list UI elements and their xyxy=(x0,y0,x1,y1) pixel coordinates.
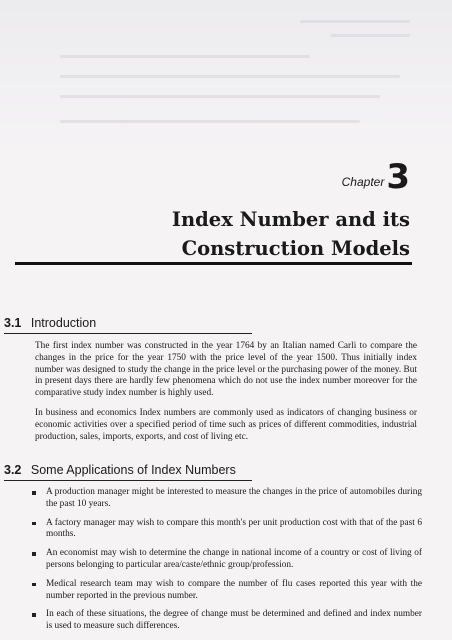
ghost-text-line xyxy=(300,20,410,23)
chapter-word: Chapter xyxy=(341,175,385,189)
ghost-text-line xyxy=(60,75,400,78)
section-heading-applications xyxy=(4,463,236,477)
bullet-icon xyxy=(32,491,36,495)
section-title: Introduction xyxy=(30,316,97,330)
chapter-title-line-2: Construction Models xyxy=(181,237,410,260)
list-item-text: In each of these situations, the degree of change must be determined and defined and index number is used to measure such differences. xyxy=(46,609,422,632)
bleed-through-area xyxy=(0,0,452,150)
list-item xyxy=(30,579,422,603)
section-underline xyxy=(4,480,252,481)
list-item xyxy=(30,487,422,511)
ghost-text-line xyxy=(60,55,310,58)
list-item-text: An economist may wish to determine the change in national income of a country or cost of living of persons belonging to particular area/caste/ethnic group/profession. xyxy=(46,548,422,570)
list-item-text: A production manager might be interested to measure the changes in the price of automobiles during the past 10 years. xyxy=(46,487,422,509)
chapter-number: 3 xyxy=(386,157,410,197)
list-item-text: A factory manager may wish to compare this month's per unit production cost with that of the past 6 months. xyxy=(46,517,422,540)
intro-paragraph-1: The first index number was constructed in the year 1764 by an Italian named Carli to compare the changes in the price for the year 1750 with the price level of the year 1500. Thus initially index number was designed to study the change in the price level or the purchasing power of the money. But in present days there are hardly few phenomena which do not use the index number moreover for the comparative study index number is highly used. xyxy=(35,341,417,399)
list-item xyxy=(30,609,422,633)
bullet-icon xyxy=(32,583,36,587)
list-item xyxy=(30,518,422,542)
section-underline xyxy=(4,333,252,334)
chapter-title xyxy=(172,205,410,263)
bullet-icon xyxy=(32,613,36,617)
bullet-icon xyxy=(32,522,36,526)
section-title: Some Applications of Index Numbers xyxy=(30,463,236,477)
chapter-title-line-1: Index Number and its xyxy=(171,208,410,231)
intro-paragraph-2: In business and economics Index numbers are commonly used as indicators of changing business or economic activities over a specified period of time such as prices of different commodities, industrial production, sales, imports, exports, and cost of living etc. xyxy=(35,408,417,442)
chapter-label xyxy=(341,157,410,197)
title-rule xyxy=(15,262,412,265)
bullet-icon xyxy=(32,552,36,556)
list-item-text: Medical research team may wish to compare the number of flu cases reported this year with the number reported in the previous number. xyxy=(46,578,422,601)
ghost-text-line xyxy=(60,120,360,123)
ghost-text-line xyxy=(330,34,410,37)
applications-list xyxy=(30,487,422,640)
list-item xyxy=(30,548,422,572)
ghost-text-line xyxy=(60,95,380,98)
section-number: 3.1 xyxy=(4,316,22,330)
section-number: 3.2 xyxy=(4,463,22,477)
section-heading-introduction xyxy=(4,316,96,330)
